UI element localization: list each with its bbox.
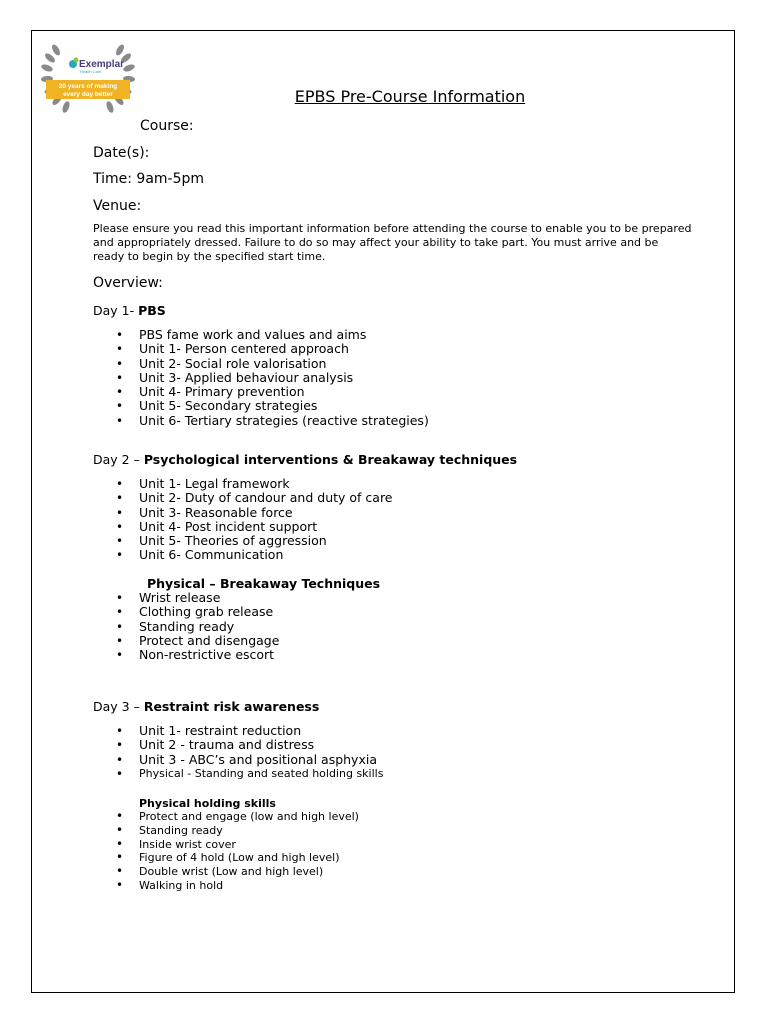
list-item: • Standing ready [139,824,359,838]
day1-list [139,328,429,428]
list-item: • Unit 3- Applied behaviour analysis [139,371,429,385]
list-item: • Unit 4- Post incident support [139,520,393,534]
day2-list [139,477,393,563]
list-item: • Unit 5- Theories of aggression [139,534,393,548]
list-item: • Unit 1- Legal framework [139,477,393,491]
list-item: • Unit 4- Primary prevention [139,385,429,399]
list-item: • Unit 6- Tertiary strategies (reactive strategies) [139,414,429,428]
day1-heading [93,303,166,318]
list-item: • Unit 2 - trauma and distress [139,738,383,752]
list-item: • Physical - Standing and seated holding skills [139,767,383,781]
dates-field: Date(s): [93,145,150,161]
list-item: • Figure of 4 hold (Low and high level) [139,851,359,865]
page-title: EPBS Pre-Course Information [294,87,526,106]
list-item: • Non-restrictive escort [139,648,279,662]
list-item: • Unit 5- Secondary strategies [139,399,429,413]
logo-ribbon-line1: 20 years of making [58,83,118,90]
list-item: • Unit 1- restraint reduction [139,724,383,738]
list-item: • Wrist release [139,591,279,605]
list-item: • Double wrist (Low and high level) [139,865,359,879]
day3-title: Restraint risk awareness [143,699,320,714]
day3-list [139,724,383,781]
day2-title: Psychological interventions & Breakaway techniques [143,452,518,467]
holding-list [139,810,359,893]
intro-paragraph: Please ensure you read this important information before attending the course to enable you to be prepared and appropriately dressed. Failure to do so may affect your ability to take part. You must arrive and be ready to begin by the specified start time. [93,222,692,263]
list-item: • Standing ready [139,620,279,634]
day2-prefix: Day 2 – [93,452,144,467]
day3-heading [93,699,319,714]
logo-ribbon-line2: every day better [63,91,113,98]
list-item: • Protect and engage (low and high level) [139,810,359,824]
list-item: • Walking in hold [139,879,359,893]
list-item: • Unit 3- Reasonable force [139,506,393,520]
logo-brand: Exemplar [79,59,125,70]
logo-sub: Health Care [80,69,102,74]
list-item: • Inside wrist cover [139,838,359,852]
day3-prefix: Day 3 – [93,699,144,714]
list-item: • PBS fame work and values and aims [139,328,429,342]
list-item: • Clothing grab release [139,605,279,619]
time-field: Time: 9am-5pm [93,171,205,187]
breakaway-list [139,591,279,662]
list-item: • Unit 3 - ABC’s and positional asphyxia [139,753,383,767]
list-item: • Protect and disengage [139,634,279,648]
breakaway-subheading: Physical – Breakaway Techniques [147,576,381,591]
day1-prefix: Day 1- [93,303,139,318]
list-item: • Unit 2- Duty of candour and duty of care [139,491,393,505]
day1-title: PBS [138,303,166,318]
list-item: • Unit 6- Communication [139,548,393,562]
overview-heading: Overview: [93,275,163,291]
venue-field: Venue: [93,198,142,214]
day2-heading [93,452,517,467]
list-item: • Unit 1- Person centered approach [139,342,429,356]
list-item: • Unit 2- Social role valorisation [139,357,429,371]
holding-subheading: Physical holding skills [139,797,276,810]
course-field: Course: [140,118,194,134]
